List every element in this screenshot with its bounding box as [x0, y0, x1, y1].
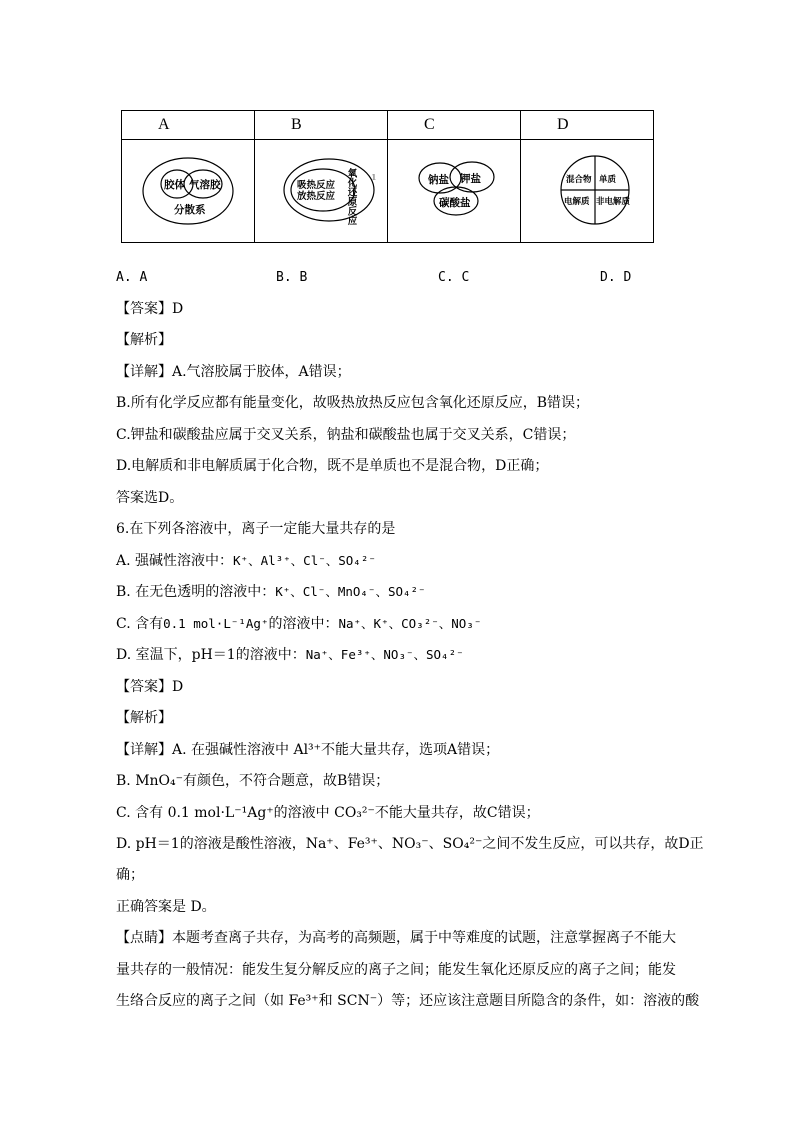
q5-option-a: A. A [116, 270, 148, 285]
q6-option-b-label: B. 在无色透明的溶液中： [116, 584, 276, 600]
colloid-label: 胶体 [164, 179, 185, 191]
q6-analysis-heading: 【解析】 [116, 710, 172, 726]
q6-option-c-mid: 的溶液中： [268, 616, 339, 632]
q6-option-d-ions: Na⁺、Fe³⁺、NO₃⁻、SO₄²⁻ [305, 647, 464, 662]
diagram-c [388, 140, 520, 242]
dispersion-label: 分散系 [174, 204, 206, 216]
exothermic-label: 放热反应 [297, 191, 336, 202]
header-cell-a: A [122, 111, 255, 140]
header-cell-b: B [255, 111, 388, 140]
q6-answer: 【答案】D [116, 679, 184, 695]
q5-detail-b: B.所有化学反应都有能量变化，故吸热放热反应包含氧化还原反应，B错误； [116, 395, 590, 411]
q6-point-line-3: 生络合反应的离子之间（如 Fe³⁺和 SCN⁻）等；还应该注意题目所隐含的条件，如：溶液的酸 [116, 993, 700, 1009]
q5-option-b: B. B [276, 270, 308, 285]
q6-option-b-ions: K⁺、Cl⁻、MnO₄⁻、SO₄²⁻ [275, 584, 426, 599]
q6-option-d-mid: 的溶液中： [235, 647, 306, 663]
q5-detail-a: 【详解】A.气溶胶属于胶体，A错误； [116, 364, 351, 380]
q6-point-line-1: 【点睛】本题考查离子共存，为高考的高频题，属于中等难度的试题，注意掌握离子不能大 [116, 930, 676, 946]
header-cell-d: D [521, 111, 654, 140]
diagram-a [122, 140, 254, 242]
q6-stem: 6.在下列各溶液中，离子一定能大量共存的是 [116, 521, 396, 537]
sodium-salt-label: 钠盐 [428, 174, 449, 186]
q6-option-c-ions: Na⁺、K⁺、CO₃²⁻、NO₃⁻ [338, 616, 482, 631]
q6-option-d [116, 645, 694, 665]
diagram-c-cell [388, 140, 521, 243]
q6-option-a-ions: K⁺、Al³⁺、Cl⁻、SO₄²⁻ [233, 553, 376, 568]
q6-explanation-d-cont: 确； [116, 867, 144, 883]
q5-option-c: C. C [438, 270, 470, 285]
diagram-choice-table [121, 110, 654, 243]
diagram-a-cell [122, 140, 255, 243]
redox-label: 氧化还原反应 [345, 168, 357, 225]
q5-detail-c: C.钾盐和碳酸盐应属于交叉关系，钠盐和碳酸盐也属于交叉关系，C错误； [116, 427, 576, 443]
q5-detail-d: D.电解质和非电解质属于化合物，既不是单质也不是混合物，D正确； [116, 458, 549, 474]
q6-option-c-label: C. 含有 [116, 616, 164, 632]
q6-option-a-label: A. 强碱性溶液中： [116, 553, 234, 569]
diagram-d-cell [521, 140, 654, 243]
electrolyte-label: 电解质 [564, 197, 590, 207]
q5-answer: 【答案】D [116, 301, 184, 317]
q6-option-c-conc: 0.1 mol·L⁻¹Ag⁺ [163, 616, 269, 631]
mixture-label: 混合物 [566, 175, 592, 185]
q6-option-b [116, 582, 694, 602]
nonelectrolyte-label: 非电解质 [596, 197, 631, 207]
potassium-salt-label: 钾盐 [460, 173, 481, 185]
diagram-b [255, 140, 387, 242]
header-cell-c: C [388, 111, 521, 140]
q6-explanation-d: D. pH＝1的溶液是酸性溶液，Na⁺、Fe³⁺、NO₃⁻、SO₄²⁻之间不发生反应，可以共存，故D正 [116, 836, 704, 852]
q5-option-d: D. D [600, 270, 632, 285]
q6-option-d-ph: pH＝1 [191, 647, 236, 663]
q5-conclusion: 答案选D。 [116, 490, 184, 506]
q6-option-a [116, 551, 694, 571]
stray-mark: 1 [371, 172, 377, 182]
q6-option-c [116, 614, 694, 634]
q6-explanation-b: B. MnO₄⁻有颜色，不符合题意，故B错误； [116, 773, 390, 789]
q6-point-line-2: 量共存的一般情况：能发生复分解反应的离子之间；能发生氧化还原反应的离子之间；能发 [116, 962, 676, 978]
diagram-b-cell [255, 140, 388, 243]
q5-analysis-heading: 【解析】 [116, 332, 172, 348]
q6-explanation-c: C. 含有 0.1 mol·L⁻¹Ag⁺的溶液中 CO₃²⁻不能大量共存，故C错误； [116, 805, 540, 821]
q6-option-d-label: D. 室温下， [116, 647, 192, 663]
diagram-d [521, 140, 653, 242]
element-label: 单质 [599, 175, 617, 185]
endothermic-label: 吸热反应 [297, 180, 336, 191]
aerosol-label: 气溶胶 [189, 179, 221, 191]
carbonate-label: 碳酸盐 [439, 197, 471, 209]
q6-final-answer: 正确答案是 D。 [116, 899, 216, 915]
q6-explanation-a: 【详解】A. 在强碱性溶液中 Al³⁺不能大量共存，选项A错误； [116, 742, 500, 758]
